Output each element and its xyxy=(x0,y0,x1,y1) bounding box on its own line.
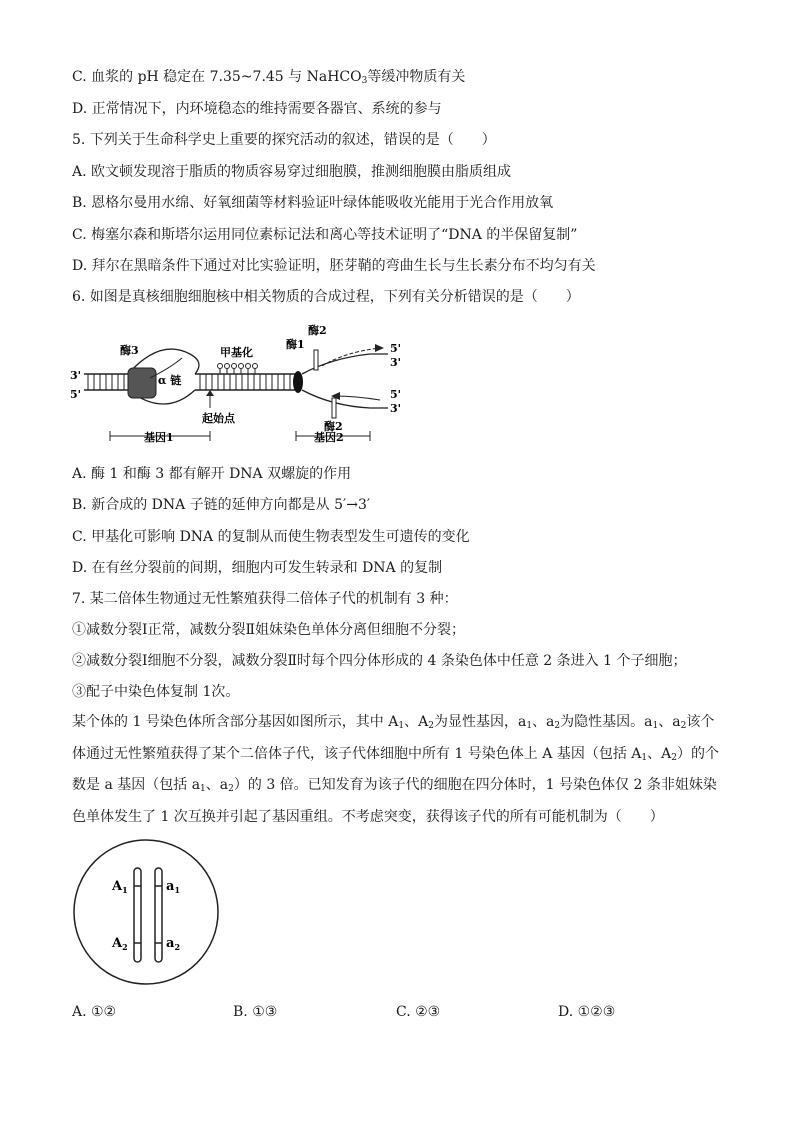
dna-right-3-label: 5' xyxy=(390,388,402,401)
q4-option-c: C. 血浆的 pH 稳定在 7.35~7.45 与 NaHCO$_3$等缓冲物质有关 xyxy=(72,69,466,86)
enzyme3-label: 酶3 xyxy=(120,344,139,357)
methylation-label: 甲基化 xyxy=(220,346,253,359)
alpha-chain-label: α 链 xyxy=(158,374,182,387)
chromosome-figure xyxy=(72,838,222,988)
q5-option-c: C. 梅塞尔森和斯塔尔运用同位素标记法和离心等技术证明了“DNA 的半保留复制” xyxy=(72,227,578,243)
q7-option-a: A. ①② xyxy=(72,1004,117,1020)
question-5-stem: 5. 下列关于生命科学史上重要的探究活动的叙述，错误的是（ ） xyxy=(72,132,496,148)
enzyme1-label: 酶1 xyxy=(286,338,305,351)
q5-option-d: D. 拜尔在黑暗条件下通过对比实验证明，胚芽鞘的弯曲生长与生长素分布不均匀有关 xyxy=(72,258,596,274)
dna-right-4-label: 3' xyxy=(390,402,402,415)
gene-A2-label: $A_2$ xyxy=(112,936,128,952)
dna-left-bottom-label: 5' xyxy=(70,388,82,401)
gene2-label: 基因2 xyxy=(314,431,344,444)
q6-option-a: A. 酶 1 和酶 3 都有解开 DNA 双螺旋的作用 xyxy=(72,466,352,482)
gene-a1-label: $a_1$ xyxy=(166,879,181,895)
q7-option-b: B. ①③ xyxy=(233,1004,278,1020)
dna-synthesis-figure xyxy=(70,318,430,450)
question-7-stem: 7. 某二倍体生物通过无性繁殖获得二倍体子代的机制有 3 种： xyxy=(72,591,458,607)
q5-option-a: A. 欧文顿发现溶于脂质的物质容易穿过细胞膜，推测细胞膜由脂质组成 xyxy=(72,164,512,180)
q7-option-d: D. ①②③ xyxy=(558,1004,616,1020)
q5-option-b: B. 恩格尔曼用水绵、好氧细菌等材料验证叶绿体能吸收光能用于光合作用放氧 xyxy=(72,195,554,211)
q6-option-c: C. 甲基化可影响 DNA 的复制从而使生物表型发生可遗传的变化 xyxy=(72,529,470,545)
dna-left-top-label: 3' xyxy=(70,369,82,382)
q4-option-d: D. 正常情况下，内环境稳态的维持需要各器官、系统的参与 xyxy=(72,101,442,117)
q7-option-c: C. ②③ xyxy=(396,1004,441,1020)
origin-label: 起始点 xyxy=(202,412,235,425)
enzyme2-top-label: 酶2 xyxy=(308,324,327,337)
mechanism-3: ③配子中染色体复制 1次。 xyxy=(72,684,240,700)
mechanism-2: ②减数分裂Ⅰ细胞不分裂，减数分裂Ⅱ时每个四分体形成的 4 条染色体中任意 2 条进入 1 个子细胞； xyxy=(72,653,687,669)
gene-A1-label: $A_1$ xyxy=(112,879,128,895)
enzyme2-bottom-label: 酶2 xyxy=(324,420,343,433)
q6-option-d: D. 在有丝分裂前的间期，细胞内可发生转录和 DNA 的复制 xyxy=(72,560,443,576)
question-6-stem: 6. 如图是真核细胞细胞核中相关物质的合成过程，下列有关分析错误的是（ ） xyxy=(72,289,580,305)
dna-right-1-label: 5' xyxy=(390,342,402,355)
q6-option-b: B. 新合成的 DNA 子链的延伸方向都是从 5′→3′ xyxy=(72,497,371,513)
gene-a2-label: $a_2$ xyxy=(166,936,181,952)
mechanism-1: ①减数分裂Ⅰ正常，减数分裂Ⅱ姐妹染色单体分离但细胞不分裂； xyxy=(72,622,466,638)
dna-right-2-label: 3' xyxy=(390,356,402,369)
q7-description: 某个体的 1 号染色体所含部分基因如图所示，其中 $A_1$、$A_2$为显性基因，$a_1$、$a_2$为隐性基因。$a_1$、$a_2$该个体通过无性繁殖获得了某个二倍体子代，该子代体细胞中所有 1 号染色体上 A 基因（包括 $A_1$、$A_2$）的个数是 a 基因（包括 $a_1$、$a_2$）的 3 倍。已知发育为该子代的细胞在四分体时，1 号染色体仅 2 条非姐妹染色单体发生了 1 次互换并引起了基因重组。不考虑突变，获得该子代的所有可能机制为（ ） xyxy=(72,714,719,825)
gene1-label: 基因1 xyxy=(144,431,174,444)
